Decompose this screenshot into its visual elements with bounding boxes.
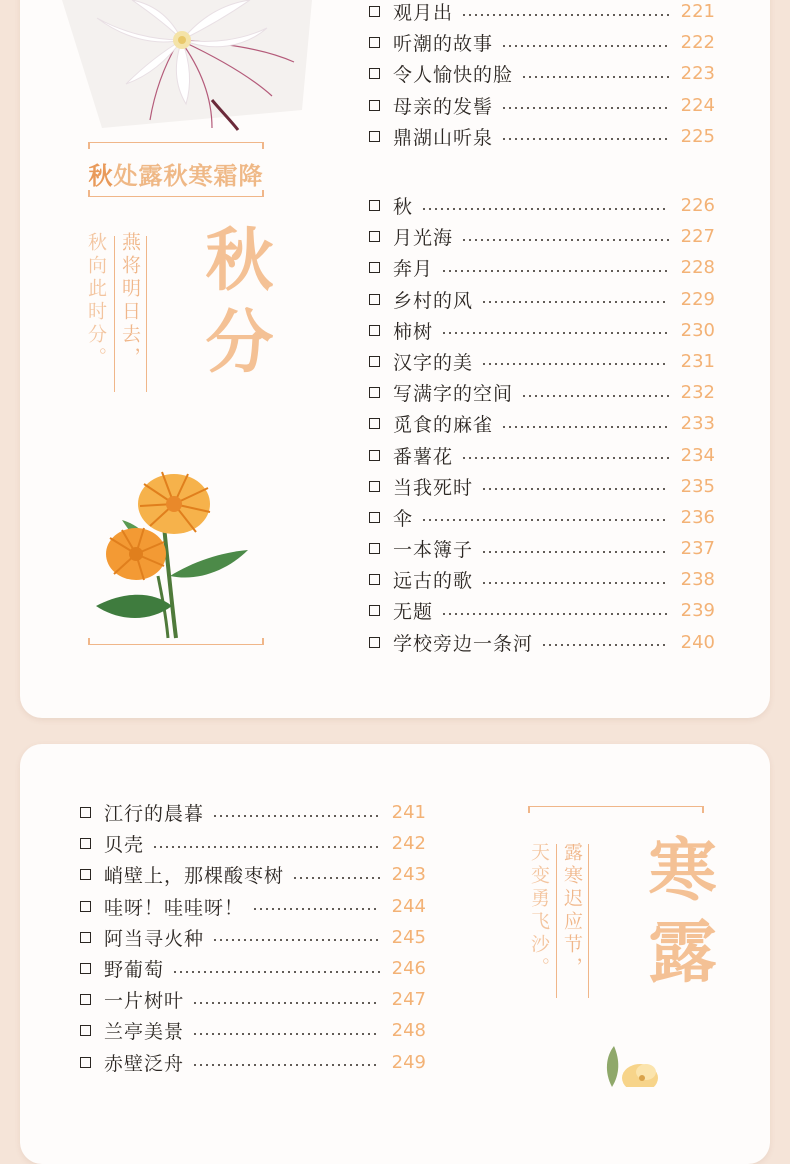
toc-title: 觅食的麻雀 <box>393 414 494 437</box>
toc-page-number: 224 <box>680 94 715 116</box>
checkbox-icon[interactable] <box>369 262 380 273</box>
toc-page-number: 225 <box>680 125 715 147</box>
yellow-flower-image <box>598 1042 668 1087</box>
leader-dots <box>172 971 380 973</box>
leader-dots <box>212 939 380 941</box>
toc-entry[interactable] <box>369 595 715 626</box>
toc-page-number: 235 <box>680 475 715 497</box>
leader-dots <box>481 551 669 553</box>
toc-page-number: 243 <box>391 864 426 886</box>
slogan-rule-bottom <box>88 196 264 197</box>
checkbox-icon[interactable] <box>80 869 91 880</box>
checkbox-icon[interactable] <box>369 574 380 585</box>
toc-title: 兰亭美景 <box>104 1021 185 1044</box>
toc-entry[interactable] <box>369 90 715 121</box>
toc-title: 番薯花 <box>393 445 454 468</box>
toc-title: 阿当寻火种 <box>104 927 205 950</box>
leader-dots <box>481 363 669 365</box>
checkbox-icon[interactable] <box>369 131 380 142</box>
toc-page-number: 237 <box>680 538 715 560</box>
toc-page-number: 248 <box>391 1020 426 1042</box>
cold-dew-divider-left <box>556 844 557 998</box>
toc-page-number: 242 <box>391 833 426 855</box>
cold-dew-term-title: 寒露 <box>637 834 717 998</box>
toc-title: 赤壁泛舟 <box>104 1052 185 1075</box>
toc-entry[interactable] <box>369 408 715 439</box>
toc-entry[interactable] <box>80 891 426 922</box>
toc-entry[interactable] <box>369 284 715 315</box>
leader-dots <box>481 488 669 490</box>
leader-dots <box>421 208 669 210</box>
toc-entry[interactable] <box>369 0 715 27</box>
checkbox-icon[interactable] <box>369 481 380 492</box>
toc-title: 月光海 <box>393 227 454 250</box>
checkbox-icon[interactable] <box>80 963 91 974</box>
checkbox-icon[interactable] <box>369 356 380 367</box>
toc-page-number: 231 <box>680 350 715 372</box>
leader-dots <box>441 270 669 272</box>
toc-title: 江行的晨暮 <box>104 803 205 826</box>
checkbox-icon[interactable] <box>369 325 380 336</box>
poem-divider-right <box>146 236 147 392</box>
leader-dots <box>461 239 669 241</box>
toc-entry[interactable] <box>369 315 715 346</box>
toc-page-number: 230 <box>680 319 715 341</box>
toc-page-number: 222 <box>680 32 715 54</box>
toc-entry[interactable] <box>80 1015 426 1046</box>
toc-page-number: 232 <box>680 382 715 404</box>
cold-dew-poem-line-2: 天变勇飞沙。 <box>528 842 550 980</box>
checkbox-icon[interactable] <box>80 994 91 1005</box>
checkbox-icon[interactable] <box>80 1025 91 1036</box>
leader-dots <box>252 908 380 910</box>
checkbox-icon[interactable] <box>369 6 380 17</box>
toc-entry[interactable] <box>80 984 426 1015</box>
checkbox-icon[interactable] <box>369 450 380 461</box>
checkbox-icon[interactable] <box>80 932 91 943</box>
leader-dots <box>292 877 380 879</box>
checkbox-icon[interactable] <box>369 294 380 305</box>
checkbox-icon[interactable] <box>369 605 380 616</box>
toc-page-number: 240 <box>680 631 715 653</box>
toc-title: 无题 <box>393 601 434 624</box>
toc-entry[interactable] <box>80 828 426 859</box>
toc-entry[interactable] <box>369 564 715 595</box>
checkbox-icon[interactable] <box>369 418 380 429</box>
checkbox-icon[interactable] <box>369 543 380 554</box>
slogan-rest: 处露秋寒霜降 <box>113 161 264 190</box>
leader-dots <box>521 395 669 397</box>
toc-title: 哇呀！哇哇呀！ <box>104 896 245 919</box>
toc-title: 写满字的空间 <box>393 383 514 406</box>
toc-title: 一本簿子 <box>393 539 474 562</box>
toc-page-number: 245 <box>391 926 426 948</box>
leader-dots <box>441 332 669 334</box>
cold-dew-poem-line-1: 露寒迟应节， <box>561 842 583 980</box>
leader-dots <box>461 457 669 459</box>
toc-entry[interactable] <box>369 533 715 564</box>
toc-entry[interactable] <box>369 27 715 58</box>
table-of-contents-autumn <box>369 0 715 658</box>
leader-dots <box>192 1033 380 1035</box>
toc-page-number: 223 <box>680 63 715 85</box>
toc-page-number: 236 <box>680 506 715 528</box>
leader-dots <box>501 45 669 47</box>
checkbox-icon[interactable] <box>369 387 380 398</box>
toc-title: 乡村的风 <box>393 289 474 312</box>
toc-title: 学校旁边一条河 <box>393 632 534 655</box>
toc-entry[interactable] <box>369 627 715 658</box>
checkbox-icon[interactable] <box>369 231 380 242</box>
toc-page-number: 226 <box>680 195 715 217</box>
checkbox-icon[interactable] <box>369 100 380 111</box>
leader-dots <box>481 301 669 303</box>
toc-page-number: 221 <box>680 1 715 23</box>
leader-dots <box>501 138 669 140</box>
toc-group-3 <box>80 797 426 1078</box>
toc-page-number: 247 <box>391 989 426 1011</box>
leader-dots <box>481 582 669 584</box>
toc-entry[interactable] <box>80 797 426 828</box>
toc-entry[interactable] <box>80 922 426 953</box>
chrysanthemum-image <box>92 466 252 641</box>
toc-entry[interactable] <box>369 502 715 533</box>
leader-dots <box>192 1064 380 1066</box>
toc-entry[interactable] <box>369 58 715 89</box>
toc-page-number: 228 <box>680 257 715 279</box>
leader-dots <box>152 846 380 848</box>
checkbox-icon[interactable] <box>369 200 380 211</box>
toc-group-spacer <box>369 152 715 190</box>
toc-entry[interactable] <box>80 953 426 984</box>
toc-entry[interactable] <box>80 859 426 890</box>
toc-title: 峭壁上，那棵酸枣树 <box>104 865 285 888</box>
leader-dots <box>461 14 669 16</box>
slogan-rule-top <box>88 142 264 143</box>
cold-dew-divider-right <box>588 844 589 998</box>
toc-title: 秋 <box>393 196 414 219</box>
toc-title: 汉字的美 <box>393 351 474 374</box>
checkbox-icon[interactable] <box>369 512 380 523</box>
toc-title: 奔月 <box>393 258 434 281</box>
illustration-rule-bottom <box>88 644 264 645</box>
leader-dots <box>192 1002 380 1004</box>
toc-title: 鼎湖山听泉 <box>393 126 494 149</box>
toc-page-number: 246 <box>391 958 426 980</box>
toc-page-number: 227 <box>680 226 715 248</box>
toc-page-number: 241 <box>391 802 426 824</box>
toc-title: 贝壳 <box>104 834 145 857</box>
poem-line-2: 秋向此时分。 <box>85 232 107 370</box>
checkbox-icon[interactable] <box>80 838 91 849</box>
toc-entry[interactable] <box>369 346 715 377</box>
leader-dots <box>441 613 669 615</box>
toc-title: 当我死时 <box>393 476 474 499</box>
checkbox-icon[interactable] <box>369 637 380 648</box>
toc-title: 听潮的故事 <box>393 33 494 56</box>
checkbox-icon[interactable] <box>80 807 91 818</box>
toc-group-2 <box>369 190 715 658</box>
toc-entry[interactable] <box>369 439 715 470</box>
toc-title: 观月出 <box>393 2 454 25</box>
leader-dots <box>421 519 669 521</box>
toc-title: 母亲的发髻 <box>393 95 494 118</box>
leader-dots <box>501 426 669 428</box>
leader-dots <box>501 107 669 109</box>
toc-page-number: 238 <box>680 569 715 591</box>
toc-entry[interactable] <box>80 1047 426 1078</box>
checkbox-icon[interactable] <box>369 37 380 48</box>
leader-dots <box>541 644 669 646</box>
toc-entry[interactable] <box>369 377 715 408</box>
toc-page-number: 244 <box>391 895 426 917</box>
checkbox-icon[interactable] <box>80 901 91 912</box>
toc-entry[interactable] <box>369 471 715 502</box>
cold-dew-rule-top <box>528 806 704 807</box>
toc-page-number: 229 <box>680 288 715 310</box>
white-flower-image <box>62 0 312 132</box>
table-of-contents-cold-dew <box>80 797 426 1078</box>
toc-entry[interactable] <box>369 190 715 221</box>
toc-title: 一片树叶 <box>104 990 185 1013</box>
toc-title: 伞 <box>393 507 414 530</box>
poem-line-1: 燕将明日去， <box>119 232 141 370</box>
toc-page-number: 249 <box>391 1051 426 1073</box>
leader-dots <box>521 76 669 78</box>
slogan <box>88 156 264 191</box>
toc-title: 野葡萄 <box>104 959 165 982</box>
checkbox-icon[interactable] <box>80 1057 91 1068</box>
toc-title: 令人愉快的脸 <box>393 64 514 87</box>
toc-page-number: 233 <box>680 413 715 435</box>
toc-page-number: 234 <box>680 444 715 466</box>
leader-dots <box>212 815 380 817</box>
poem-divider-left <box>114 236 115 392</box>
toc-entry[interactable] <box>369 221 715 252</box>
toc-entry[interactable] <box>369 121 715 152</box>
toc-entry[interactable] <box>369 252 715 283</box>
toc-title: 远古的歌 <box>393 570 474 593</box>
slogan-first-char: 秋 <box>88 161 114 190</box>
toc-title: 柿树 <box>393 320 434 343</box>
toc-page-number: 239 <box>680 600 715 622</box>
checkbox-icon[interactable] <box>369 68 380 79</box>
toc-group-1 <box>369 0 715 152</box>
solar-term-title: 秋分 <box>194 224 274 388</box>
